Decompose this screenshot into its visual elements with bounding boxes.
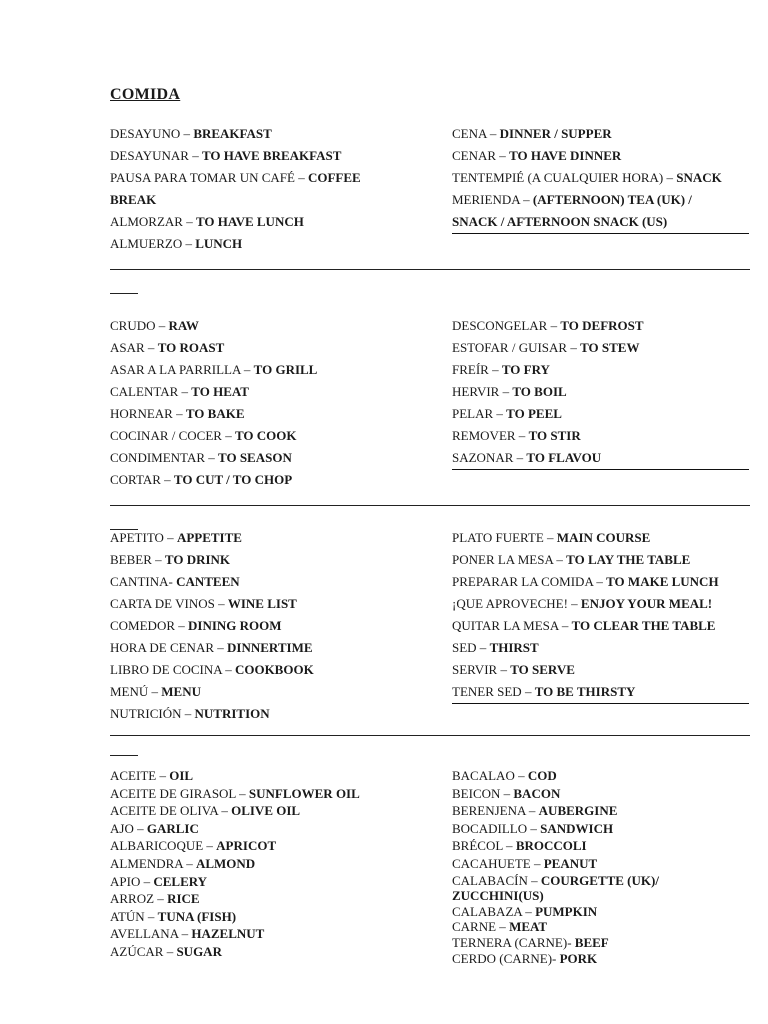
- list-item: AVELLANA – HAZELNUT: [110, 926, 265, 942]
- list-item: ALMENDRA – ALMOND: [110, 855, 256, 871]
- list-item: CORTAR – TO CUT / TO CHOP: [110, 472, 293, 487]
- list-item: PAUSA PARA TOMAR UN CAFÉ – COFFEE: [110, 170, 361, 185]
- section-3-left-column: [110, 527, 410, 725]
- section-divider: [110, 505, 750, 506]
- list-item: CRUDO – RAW: [110, 318, 199, 333]
- list-item: COMEDOR – DINING ROOM: [110, 618, 282, 633]
- page-title: COMIDA: [110, 86, 181, 103]
- list-item: PLATO FUERTE – MAIN COURSE: [452, 530, 651, 545]
- list-item: CANTINA- CANTEEN: [110, 574, 240, 589]
- list-item: ZUCCHINI(US): [452, 888, 544, 904]
- list-item: REMOVER – TO STIR: [452, 428, 581, 443]
- list-item: ¡QUE APROVECHE! – ENJOY YOUR MEAL!: [452, 596, 713, 611]
- list-item: PONER LA MESA – TO LAY THE TABLE: [452, 552, 691, 567]
- list-item: BOCADILLO – SANDWICH: [452, 820, 614, 836]
- list-item: BRÉCOL – BROCCOLI: [452, 838, 587, 854]
- list-item: SED – THIRST: [452, 640, 539, 655]
- section-2-left-column: [110, 315, 410, 491]
- list-item: AZÚCAR – SUGAR: [110, 943, 222, 959]
- list-item: LIBRO DE COCINA – COOKBOOK: [110, 662, 314, 677]
- list-item: CALENTAR – TO HEAT: [110, 384, 249, 399]
- list-item: CARNE – MEAT: [452, 919, 548, 935]
- list-item: ATÚN – TUNA (FISH): [110, 908, 237, 924]
- section-divider-stub: [110, 293, 138, 294]
- list-item: FREÍR – TO FRY: [452, 362, 550, 377]
- section-divider: [110, 269, 750, 270]
- list-item: QUITAR LA MESA – TO CLEAR THE TABLE: [452, 618, 716, 633]
- list-item: ACEITE – OIL: [110, 768, 194, 783]
- list-item: SNACK / AFTERNOON SNACK (US): [452, 211, 749, 234]
- section-4-left-column: [110, 767, 410, 961]
- section-divider: [110, 735, 750, 736]
- list-item: SERVIR – TO SERVE: [452, 662, 575, 677]
- list-item: DESCONGELAR – TO DEFROST: [452, 318, 644, 333]
- list-item: CENAR – TO HAVE DINNER: [452, 148, 622, 163]
- list-item: ALMUERZO – LUNCH: [110, 236, 243, 251]
- list-item: TERNERA (CARNE)- BEEF: [452, 934, 609, 950]
- list-item: BREAK: [110, 192, 157, 207]
- list-item: CALABAZA – PUMPKIN: [452, 903, 598, 919]
- list-item: CERDO (CARNE)- PORK: [452, 950, 598, 966]
- list-item: PELAR – TO PEEL: [452, 406, 562, 421]
- list-item: ASAR – TO ROAST: [110, 340, 225, 355]
- list-item: APETITO – APPETITE: [110, 530, 242, 545]
- section-1-left-column: [110, 123, 410, 255]
- list-item: PREPARAR LA COMIDA – TO MAKE LUNCH: [452, 574, 719, 589]
- list-item: ARROZ – RICE: [110, 891, 200, 907]
- list-item: ASAR A LA PARRILLA – TO GRILL: [110, 362, 318, 377]
- list-item: TENTEMPIÉ (A CUALQUIER HORA) – SNACK: [452, 170, 722, 185]
- list-item: CALABACÍN – COURGETTE (UK)/: [452, 872, 659, 888]
- list-item: ESTOFAR / GUISAR – TO STEW: [452, 340, 640, 355]
- section-3-right-column: [452, 527, 752, 704]
- list-item: MERIENDA – (AFTERNOON) TEA (UK) /: [452, 192, 692, 207]
- list-item: CARTA DE VINOS – WINE LIST: [110, 596, 297, 611]
- list-item: ALBARICOQUE – APRICOT: [110, 838, 277, 854]
- list-item: TENER SED – TO BE THIRSTY: [452, 681, 749, 704]
- list-item: HERVIR – TO BOIL: [452, 384, 567, 399]
- list-item: CACAHUETE – PEANUT: [452, 855, 598, 871]
- list-item: BEICON – BACON: [452, 785, 561, 801]
- list-item: APIO – CELERY: [110, 873, 208, 889]
- list-item: DESAYUNAR – TO HAVE BREAKFAST: [110, 148, 342, 163]
- list-item: BACALAO – COD: [452, 768, 557, 783]
- list-item: NUTRICIÓN – NUTRITION: [110, 706, 270, 721]
- list-item: ACEITE DE GIRASOL – SUNFLOWER OIL: [110, 785, 360, 801]
- list-item: ACEITE DE OLIVA – OLIVE OIL: [110, 803, 301, 819]
- section-2-right-column: [452, 315, 752, 470]
- list-item: MENÚ – MENU: [110, 684, 201, 699]
- list-item: CONDIMENTAR – TO SEASON: [110, 450, 292, 465]
- list-item: BERENJENA – AUBERGINE: [452, 803, 618, 819]
- list-item: AJO – GARLIC: [110, 820, 199, 836]
- list-item: COCINAR / COCER – TO COOK: [110, 428, 297, 443]
- section-4-right-column: [452, 767, 752, 966]
- list-item: CENA – DINNER / SUPPER: [452, 126, 612, 141]
- list-item: HORNEAR – TO BAKE: [110, 406, 245, 421]
- section-1-right-column: [452, 123, 752, 234]
- list-item: HORA DE CENAR – DINNERTIME: [110, 640, 313, 655]
- list-item: ALMORZAR – TO HAVE LUNCH: [110, 214, 304, 229]
- list-item: SAZONAR – TO FLAVOU: [452, 447, 749, 470]
- list-item: DESAYUNO – BREAKFAST: [110, 126, 272, 141]
- list-item: BEBER – TO DRINK: [110, 552, 231, 567]
- section-divider-stub: [110, 755, 138, 756]
